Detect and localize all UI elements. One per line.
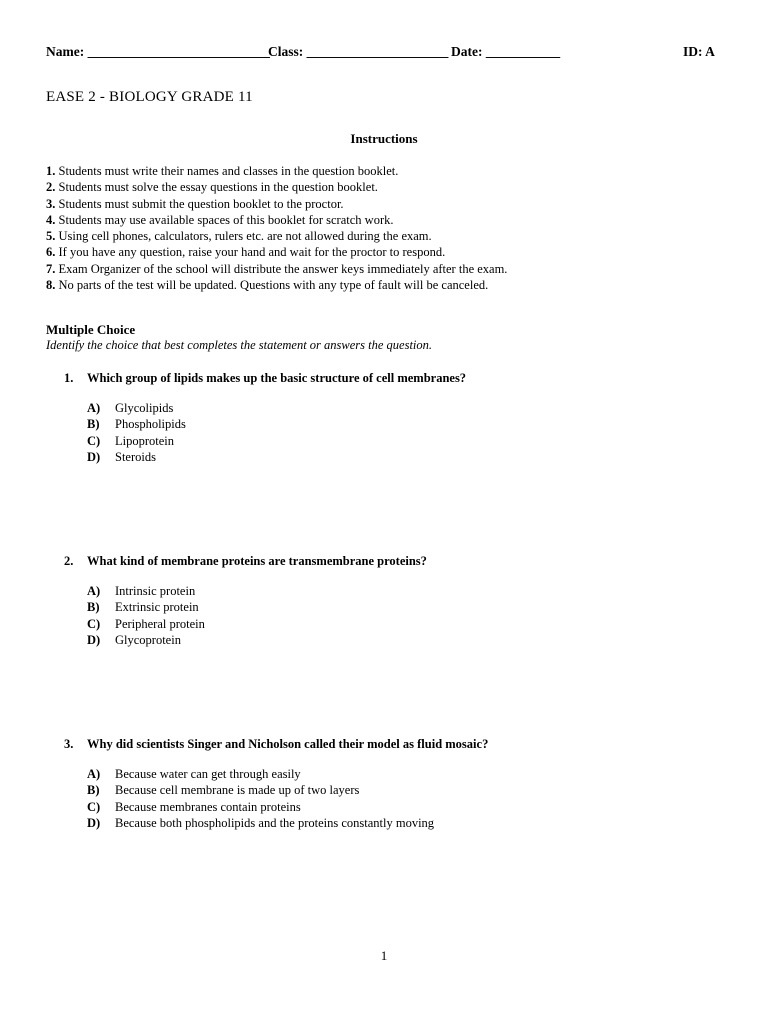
instructions-title: Instructions [350,131,418,146]
instruction-item [46,261,507,277]
instruction-number: 6. [46,245,56,260]
question-text: Why did scientists Singer and Nicholson called their model as fluid mosaic? [87,737,489,751]
question-stem [64,553,427,569]
id-label: ID: [683,44,703,59]
instruction-item [46,179,507,195]
choice-letter: A) [87,401,101,415]
instruction-text: Students may use available spaces of this booklet for scratch work. [55,212,394,227]
instruction-number: 3. [46,196,56,211]
choice-text: Glycoprotein [115,632,181,647]
instruction-item [46,277,507,293]
choice-a[interactable] [87,766,488,782]
choice-list [87,400,466,465]
choice-d[interactable] [87,815,488,831]
question-text: Which group of lipids makes up the basic structure of cell membranes? [87,371,467,385]
instruction-number: 5. [46,229,56,244]
choice-b[interactable] [87,782,488,798]
instruction-text: Using cell phones, calculators, rulers etc. are not allowed during the exam. [55,229,432,244]
choice-text: Steroids [115,449,156,464]
instruction-item [46,244,507,260]
choice-letter: D) [87,449,101,464]
choice-letter: B) [87,600,100,615]
question-text: What kind of membrane proteins are transmembrane proteins? [87,554,427,568]
choice-text: Because water can get through easily [115,767,301,781]
choice-list [87,583,427,648]
choice-d[interactable] [87,632,427,648]
class-blank: _____________________ [306,44,449,59]
class-field [268,44,448,60]
id-value: A [705,44,715,59]
instruction-item [46,228,507,244]
choice-a[interactable] [87,400,466,416]
question-stem [64,370,466,386]
instruction-number: 8. [46,278,56,293]
choice-text: Peripheral protein [115,616,205,631]
date-label: Date: [451,44,483,59]
choice-letter: B) [87,783,100,798]
page-number: 1 [380,948,388,963]
choice-c[interactable] [87,433,466,449]
question-1 [64,370,466,465]
choice-text: Because both phospholipids and the proteins constantly moving [115,815,435,830]
choice-c[interactable] [87,799,488,815]
name-blank: ___________________________ [87,44,270,59]
instruction-number: 1. [46,164,56,178]
instruction-text: If you have any question, raise your hand and wait for the proctor to respond. [55,245,446,260]
choice-text: Because cell membrane is made up of two layers [115,783,360,798]
choice-c[interactable] [87,616,427,632]
question-number: 2. [64,554,74,568]
section-heading: Multiple Choice [46,322,136,337]
choice-list [87,766,488,831]
instruction-text: Students must submit the question booklet to the proctor. [55,196,344,211]
instruction-text: Students must write their names and classes in the question booklet. [55,164,399,178]
choice-b[interactable] [87,416,466,432]
question-stem [64,736,488,752]
choice-letter: B) [87,417,100,432]
date-field [451,44,560,60]
instruction-item [46,212,507,228]
question-3 [64,736,488,831]
choice-letter: C) [87,433,101,448]
section-subheading: Identify the choice that best completes the statement or answers the question. [46,338,433,352]
choice-letter: A) [87,767,101,781]
name-field [46,44,270,60]
choice-text: Intrinsic protein [115,584,196,598]
instruction-number: 2. [46,180,56,195]
choice-text: Because membranes contain proteins [115,799,301,814]
choice-text: Extrinsic protein [115,600,199,615]
instruction-number: 7. [46,261,56,276]
choice-d[interactable] [87,449,466,465]
instruction-text: Exam Organizer of the school will distribute the answer keys immediately after the exam. [55,261,508,276]
choice-letter: D) [87,815,101,830]
choice-text: Glycolipids [115,401,174,415]
instructions-list [46,163,507,293]
instruction-text: Students must solve the essay questions in the question booklet. [55,180,378,195]
choice-letter: A) [87,584,101,598]
choice-letter: C) [87,799,101,814]
date-blank: ___________ [485,44,561,59]
instruction-item [46,163,507,179]
id-field [683,44,715,60]
choice-text: Phospholipids [115,417,186,432]
instruction-number: 4. [46,212,56,227]
question-2 [64,553,427,648]
choice-text: Lipoprotein [115,433,175,448]
question-number: 3. [64,737,74,751]
instruction-text: No parts of the test will be updated. Questions with any type of fault will be canceled. [55,278,489,293]
choice-letter: C) [87,616,101,631]
name-label: Name: [46,44,85,59]
choice-b[interactable] [87,599,427,615]
class-label: Class: [268,44,304,59]
instruction-item [46,196,507,212]
exam-title: EASE 2 - BIOLOGY GRADE 11 [46,89,253,105]
choice-a[interactable] [87,583,427,599]
choice-letter: D) [87,632,101,647]
question-number: 1. [64,371,74,385]
